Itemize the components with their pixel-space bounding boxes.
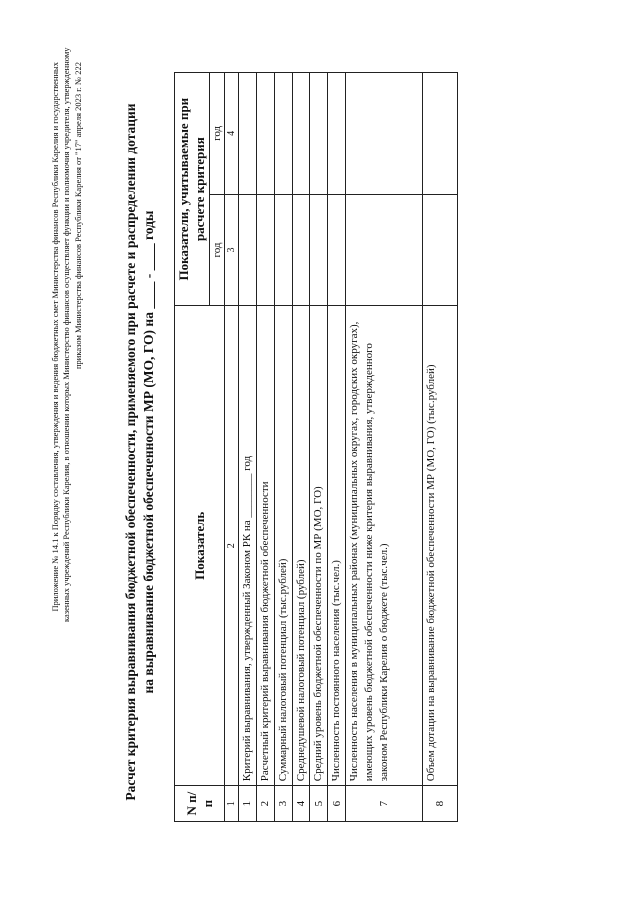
col-indicator-header: Показатель bbox=[175, 306, 225, 786]
row-number: 5 bbox=[310, 786, 328, 822]
row-indicator: Объем дотации на выравнивание бюджетной обеспеченности МР (МО, ГО) (тыс.рублей) bbox=[423, 306, 458, 786]
value-cell[interactable] bbox=[346, 73, 423, 195]
appendix-line: казенных учреждений Республики Карелия, в отношении которых Министерство финансов осуществляет функции и полномочия учредителя, утвержденному bbox=[61, 47, 72, 622]
appendix-line: приказом Министерства финансов Республики Карелия от "17" апреля 2023 г. № 222 bbox=[72, 62, 83, 369]
column-number: 1 bbox=[225, 786, 239, 822]
row-number: 8 bbox=[423, 786, 458, 822]
row-indicator: Критерий выравнивания, утвержденный Законом РК на ________ год bbox=[239, 306, 257, 786]
appendix-note bbox=[50, 47, 84, 622]
value-cell[interactable] bbox=[423, 194, 458, 306]
value-cell[interactable] bbox=[239, 194, 257, 306]
col-values-header: Показатели, учитываемые при расчете критерия bbox=[175, 73, 210, 306]
year-a-header: год bbox=[210, 194, 225, 306]
appendix-line: Приложение № 14.1 к Порядку составления, утверждения и ведения бюджетных смет Министерства финансов Республики Карелия и государственных bbox=[50, 62, 60, 612]
document-title bbox=[122, 22, 158, 882]
value-cell[interactable] bbox=[274, 194, 292, 306]
row-number: 7 bbox=[346, 786, 423, 822]
value-cell[interactable] bbox=[256, 194, 274, 306]
row-number: 2 bbox=[256, 786, 274, 822]
row-number: 4 bbox=[292, 786, 310, 822]
value-cell[interactable] bbox=[292, 194, 310, 306]
row-indicator: Среднедушевой налоговый потенциал (рублей) bbox=[292, 306, 310, 786]
title-line: на выравнивание бюджетной обеспеченности МР (МО, ГО) на ____ - ____ годы bbox=[141, 210, 157, 694]
row-indicator: Средний уровень бюджетной обеспеченности по МР (МО, ГО) bbox=[310, 306, 328, 786]
row-indicator: Расчетный критерий выравнивания бюджетной обеспеченности bbox=[256, 306, 274, 786]
row-number: 3 bbox=[274, 786, 292, 822]
row-indicator: Суммарный налоговый потенциал (тыс.рублей) bbox=[274, 306, 292, 786]
value-cell[interactable] bbox=[239, 73, 257, 195]
value-cell[interactable] bbox=[310, 194, 328, 306]
header-row bbox=[175, 73, 210, 822]
value-cell[interactable] bbox=[310, 73, 328, 195]
column-number: 4 bbox=[225, 73, 239, 195]
table-row bbox=[274, 73, 292, 822]
table-row bbox=[346, 73, 423, 822]
column-number: 3 bbox=[225, 194, 239, 306]
table-row bbox=[239, 73, 257, 822]
table-row bbox=[310, 73, 328, 822]
value-cell[interactable] bbox=[328, 194, 346, 306]
col-number-header: N п/п bbox=[175, 786, 225, 822]
year-b-header: год bbox=[210, 73, 225, 195]
criteria-table bbox=[174, 72, 458, 822]
value-cell[interactable] bbox=[256, 73, 274, 195]
row-number: 1 bbox=[239, 786, 257, 822]
rotated-document-page bbox=[40, 22, 600, 882]
table-row bbox=[328, 73, 346, 822]
table-row bbox=[423, 73, 458, 822]
column-number-row bbox=[225, 73, 239, 822]
table-row bbox=[256, 73, 274, 822]
row-number: 6 bbox=[328, 786, 346, 822]
row-indicator: Численность постоянного населения (тыс.чел.) bbox=[328, 306, 346, 786]
value-cell[interactable] bbox=[274, 73, 292, 195]
value-cell[interactable] bbox=[346, 194, 423, 306]
column-number: 2 bbox=[225, 306, 239, 786]
title-line: Расчет критерия выравнивания бюджетной обеспеченности, применяемого при расчете и распределении дотации bbox=[123, 103, 138, 801]
row-indicator: Численность населения в муниципальных районах (муниципальных округах, городских округах), имеющих уровень бюджетной обеспеченности ниже критерия выравнивания, утвержденного законом Республики Карелия о бюджете (тыс.чел.) bbox=[346, 306, 423, 786]
value-cell[interactable] bbox=[423, 73, 458, 195]
value-cell[interactable] bbox=[292, 73, 310, 195]
value-cell[interactable] bbox=[328, 73, 346, 195]
table-row bbox=[292, 73, 310, 822]
